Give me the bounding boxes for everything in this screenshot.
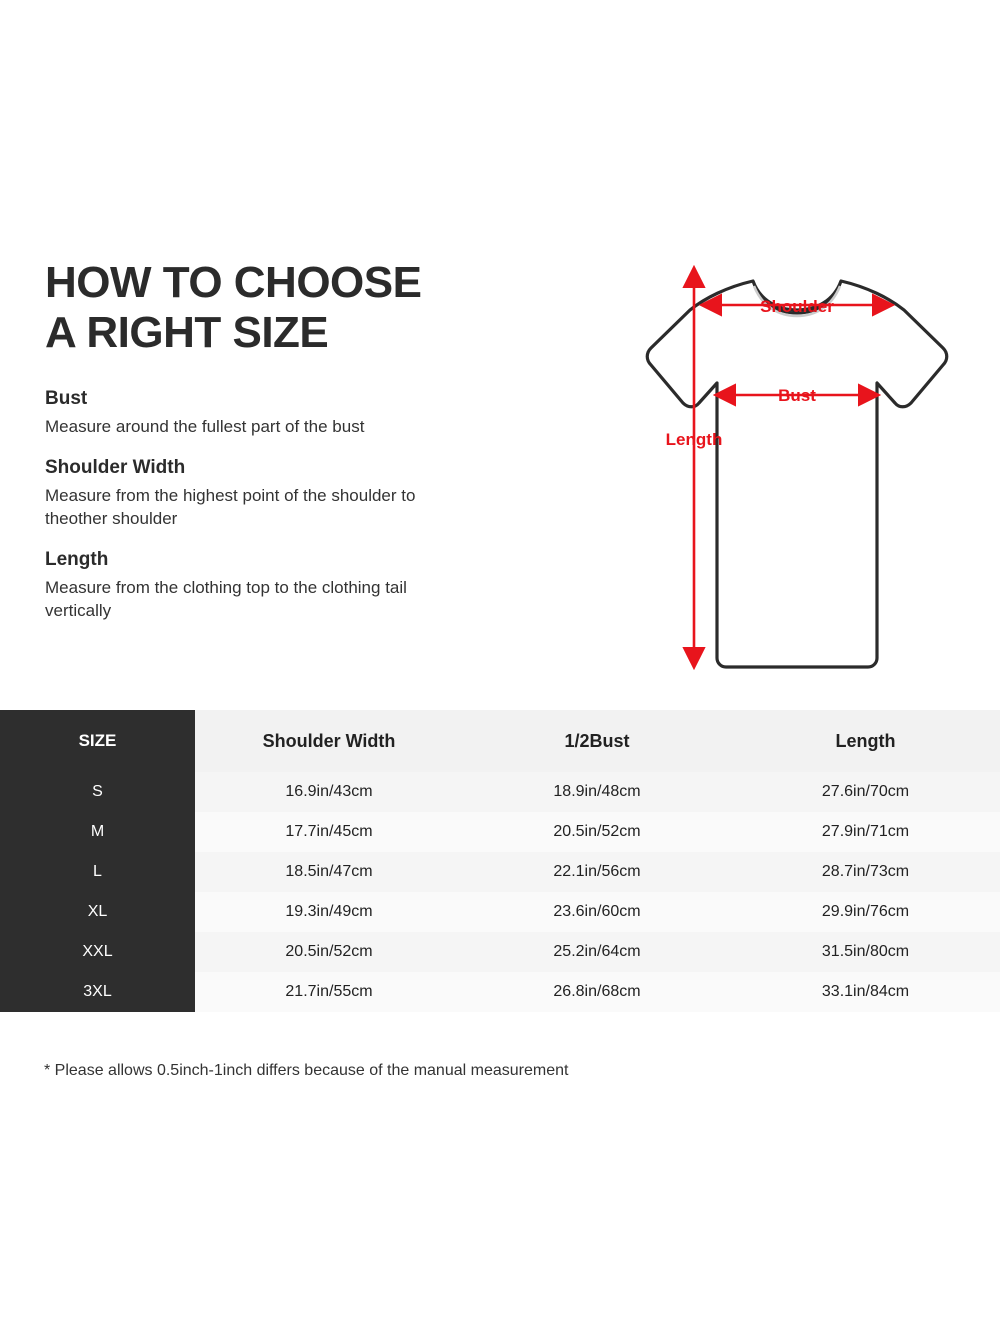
table-header-row: [0, 710, 1000, 772]
table-row: [0, 812, 1000, 852]
cell-shoulder: 19.3in/49cm: [195, 892, 463, 932]
cell-bust: 20.5in/52cm: [463, 812, 731, 852]
table-row: [0, 892, 1000, 932]
definition-term: Length: [45, 549, 109, 571]
cell-length: 33.1in/84cm: [731, 972, 1000, 1012]
title-line-1: HOW TO CHOOSE: [45, 258, 422, 307]
cell-bust: 23.6in/60cm: [463, 892, 731, 932]
table-row: [0, 772, 1000, 812]
length-label: Length: [665, 430, 723, 449]
cell-length: 28.7in/73cm: [731, 852, 1000, 892]
header-shoulder-width: Shoulder Width: [195, 710, 463, 772]
definition-description: Measure from the highest point of the shoulder to theother shoulder: [45, 486, 416, 529]
cell-bust: 25.2in/64cm: [463, 932, 731, 972]
cell-shoulder: 17.7in/45cm: [195, 812, 463, 852]
cell-size: 3XL: [0, 972, 195, 1012]
shoulder-label: Shoulder: [760, 297, 834, 316]
info-column: [45, 258, 495, 641]
definition-description: Measure around the fullest part of the bust: [45, 417, 365, 437]
header-half-bust: 1/2Bust: [463, 710, 731, 772]
table-row: [0, 932, 1000, 972]
table-row: [0, 852, 1000, 892]
size-chart-table: [0, 710, 1000, 1012]
cell-shoulder: 16.9in/43cm: [195, 772, 463, 812]
measurement-footnote: * Please allows 0.5inch-1inch differs because of the manual measurement: [44, 1062, 569, 1079]
cell-size: S: [0, 772, 195, 812]
cell-length: 31.5in/80cm: [731, 932, 1000, 972]
cell-bust: 22.1in/56cm: [463, 852, 731, 892]
tshirt-outline: [647, 281, 947, 667]
definition-term: Bust: [45, 388, 88, 410]
cell-length: 27.9in/71cm: [731, 812, 1000, 852]
title-line-2: A RIGHT SIZE: [45, 308, 329, 358]
cell-shoulder: 18.5in/47cm: [195, 852, 463, 892]
cell-size: XXL: [0, 932, 195, 972]
header-size: SIZE: [0, 710, 195, 772]
cell-shoulder: 20.5in/52cm: [195, 932, 463, 972]
definition-length: [45, 549, 495, 623]
table-row: [0, 972, 1000, 1012]
page-title: [45, 258, 495, 358]
cell-size: XL: [0, 892, 195, 932]
cell-length: 27.6in/70cm: [731, 772, 1000, 812]
definition-description: Measure from the clothing top to the clothing tail vertically: [45, 578, 407, 621]
tshirt-diagram: [505, 240, 975, 690]
cell-size: L: [0, 852, 195, 892]
bust-label: Bust: [778, 386, 816, 405]
cell-length: 29.9in/76cm: [731, 892, 1000, 932]
header-length: Length: [731, 710, 1000, 772]
definition-shoulder-width: [45, 457, 495, 531]
cell-size: M: [0, 812, 195, 852]
definition-term: Shoulder Width: [45, 457, 186, 479]
definition-bust: [45, 388, 495, 439]
cell-bust: 18.9in/48cm: [463, 772, 731, 812]
cell-shoulder: 21.7in/55cm: [195, 972, 463, 1012]
cell-bust: 26.8in/68cm: [463, 972, 731, 1012]
